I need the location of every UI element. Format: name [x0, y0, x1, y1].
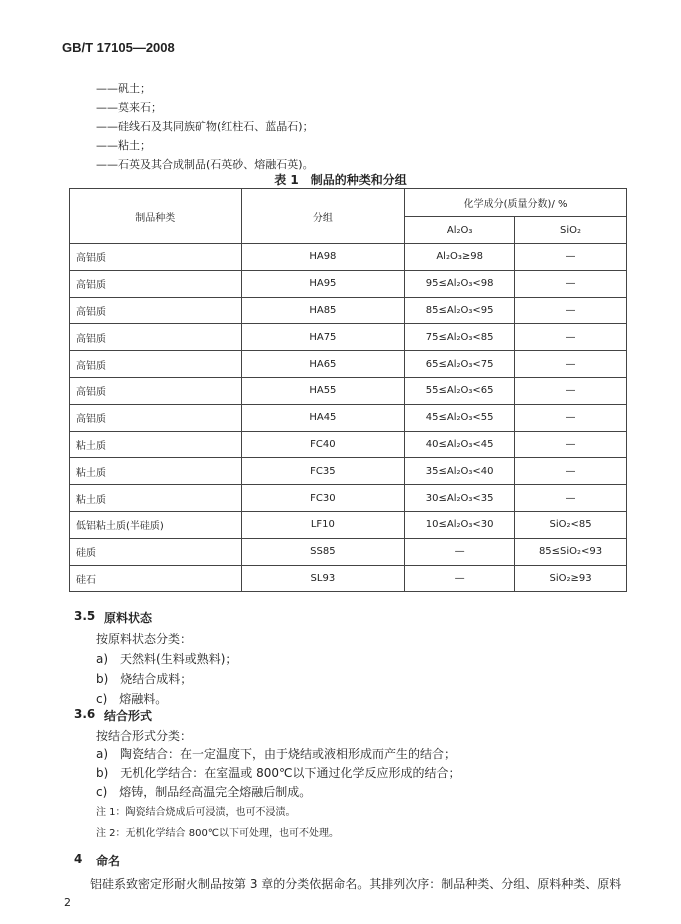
- list-item: ——矾土；: [96, 82, 151, 95]
- cell-sio2: —: [515, 485, 627, 512]
- cell-group: FC30: [241, 485, 405, 512]
- page-number: 2: [64, 896, 71, 909]
- table-row: [70, 538, 627, 565]
- header-chemical-composition: 化学成分(质量分数)/ %: [405, 189, 627, 217]
- cell-sio2: —: [515, 324, 627, 351]
- cell-group: SL93: [241, 565, 405, 592]
- section-3-6-title: 结合形式: [104, 709, 153, 723]
- cell-al2o3: 75≤Al₂O₃<85: [405, 324, 515, 351]
- header-sio2: SiO₂: [515, 217, 627, 244]
- cell-group: SS85: [241, 538, 405, 565]
- cell-sio2: —: [515, 270, 627, 297]
- cell-group: FC40: [241, 431, 405, 458]
- list-item: c) 熔融料。: [96, 692, 168, 706]
- section-3-5-title: 原料状态: [104, 611, 153, 625]
- section-3-5-number: 3.5: [74, 609, 96, 623]
- cell-kind: 高铝质: [70, 324, 242, 351]
- cell-sio2: —: [515, 244, 627, 271]
- cell-sio2: SiO₂<85: [515, 511, 627, 538]
- cell-al2o3: 85≤Al₂O₃<95: [405, 297, 515, 324]
- cell-al2o3: 65≤Al₂O₃<75: [405, 351, 515, 378]
- cell-kind: 硅质: [70, 538, 242, 565]
- cell-group: LF10: [241, 511, 405, 538]
- list-item: ——莫来石；: [96, 101, 162, 114]
- table-row: [70, 431, 627, 458]
- list-item: a) 陶瓷结合：在一定温度下，由于烧结或液相形成而产生的结合；: [96, 747, 457, 761]
- list-item: ——硅线石及其同族矿物(红柱石、蓝晶石)；: [96, 120, 314, 133]
- header-group: 分组: [241, 189, 405, 244]
- list-item: b) 烧结合成料；: [96, 672, 193, 686]
- cell-kind: 高铝质: [70, 377, 242, 404]
- list-item: c) 熔铸，制品经高温完全熔融后制成。: [96, 785, 312, 799]
- list-item: a) 天然料(生料或熟料)；: [96, 652, 238, 666]
- section-4-title: 命名: [96, 854, 121, 868]
- list-item: ——粘土；: [96, 139, 151, 152]
- cell-sio2: SiO₂≥93: [515, 565, 627, 592]
- section-4-text: 铝硅系致密定形耐火制品按第 3 章的分类依据命名。其排列次序：制品种类、分组、原料种类、原料: [90, 877, 622, 891]
- cell-group: HA55: [241, 377, 405, 404]
- cell-al2o3: 40≤Al₂O₃<45: [405, 431, 515, 458]
- cell-group: HA98: [241, 244, 405, 271]
- cell-group: HA65: [241, 351, 405, 378]
- table-row: [70, 565, 627, 592]
- table-row: [70, 270, 627, 297]
- table-row: [70, 377, 627, 404]
- cell-kind: 高铝质: [70, 297, 242, 324]
- cell-al2o3: 95≤Al₂O₃<98: [405, 270, 515, 297]
- table-row: [70, 511, 627, 538]
- cell-sio2: —: [515, 297, 627, 324]
- list-item: ——石英及其合成制品(石英砂、熔融石英)。: [96, 158, 314, 171]
- section-3-5-intro: 按原料状态分类：: [96, 632, 193, 646]
- table-row: [70, 324, 627, 351]
- cell-sio2: 85≤SiO₂<93: [515, 538, 627, 565]
- cell-kind: 粘土质: [70, 485, 242, 512]
- cell-al2o3: —: [405, 538, 515, 565]
- cell-al2o3: 35≤Al₂O₃<40: [405, 458, 515, 485]
- section-3-6-intro: 按结合形式分类：: [96, 729, 193, 743]
- header-kind: 制品种类: [70, 189, 242, 244]
- cell-sio2: —: [515, 431, 627, 458]
- table-row: [70, 404, 627, 431]
- cell-al2o3: 30≤Al₂O₃<35: [405, 485, 515, 512]
- cell-kind: 粘土质: [70, 458, 242, 485]
- cell-al2o3: 10≤Al₂O₃<30: [405, 511, 515, 538]
- note: 注 1：陶瓷结合烧成后可浸渍，也可不浸渍。: [96, 807, 296, 818]
- table-row: [70, 351, 627, 378]
- cell-sio2: —: [515, 377, 627, 404]
- cell-kind: 高铝质: [70, 270, 242, 297]
- table-caption: 表 1 制品的种类和分组: [274, 173, 407, 187]
- cell-group: HA75: [241, 324, 405, 351]
- list-item: b) 无机化学结合：在室温或 800℃以下通过化学反应形成的结合；: [96, 766, 461, 780]
- table-row: [70, 244, 627, 271]
- cell-sio2: —: [515, 458, 627, 485]
- cell-kind: 高铝质: [70, 351, 242, 378]
- cell-al2o3: 55≤Al₂O₃<65: [405, 377, 515, 404]
- classification-table: [69, 188, 627, 592]
- table-row: [70, 485, 627, 512]
- cell-kind: 硅石: [70, 565, 242, 592]
- table-row: [70, 458, 627, 485]
- section-4-number: 4: [74, 852, 83, 866]
- cell-group: HA85: [241, 297, 405, 324]
- cell-al2o3: —: [405, 565, 515, 592]
- cell-al2o3: 45≤Al₂O₃<55: [405, 404, 515, 431]
- standard-number: GB/T 17105—2008: [62, 40, 175, 55]
- cell-kind: 粘土质: [70, 431, 242, 458]
- table-header-row: [70, 189, 627, 217]
- table-row: [70, 297, 627, 324]
- header-al2o3: Al₂O₃: [405, 217, 515, 244]
- note: 注 2：无机化学结合 800℃以下可处理，也可不处理。: [96, 828, 340, 839]
- cell-kind: 高铝质: [70, 244, 242, 271]
- cell-sio2: —: [515, 404, 627, 431]
- cell-sio2: —: [515, 351, 627, 378]
- cell-kind: 高铝质: [70, 404, 242, 431]
- cell-kind: 低铝粘土质(半硅质): [70, 511, 242, 538]
- cell-group: HA45: [241, 404, 405, 431]
- section-3-6-number: 3.6: [74, 707, 96, 721]
- cell-group: FC35: [241, 458, 405, 485]
- cell-group: HA95: [241, 270, 405, 297]
- cell-al2o3: Al₂O₃≥98: [405, 244, 515, 271]
